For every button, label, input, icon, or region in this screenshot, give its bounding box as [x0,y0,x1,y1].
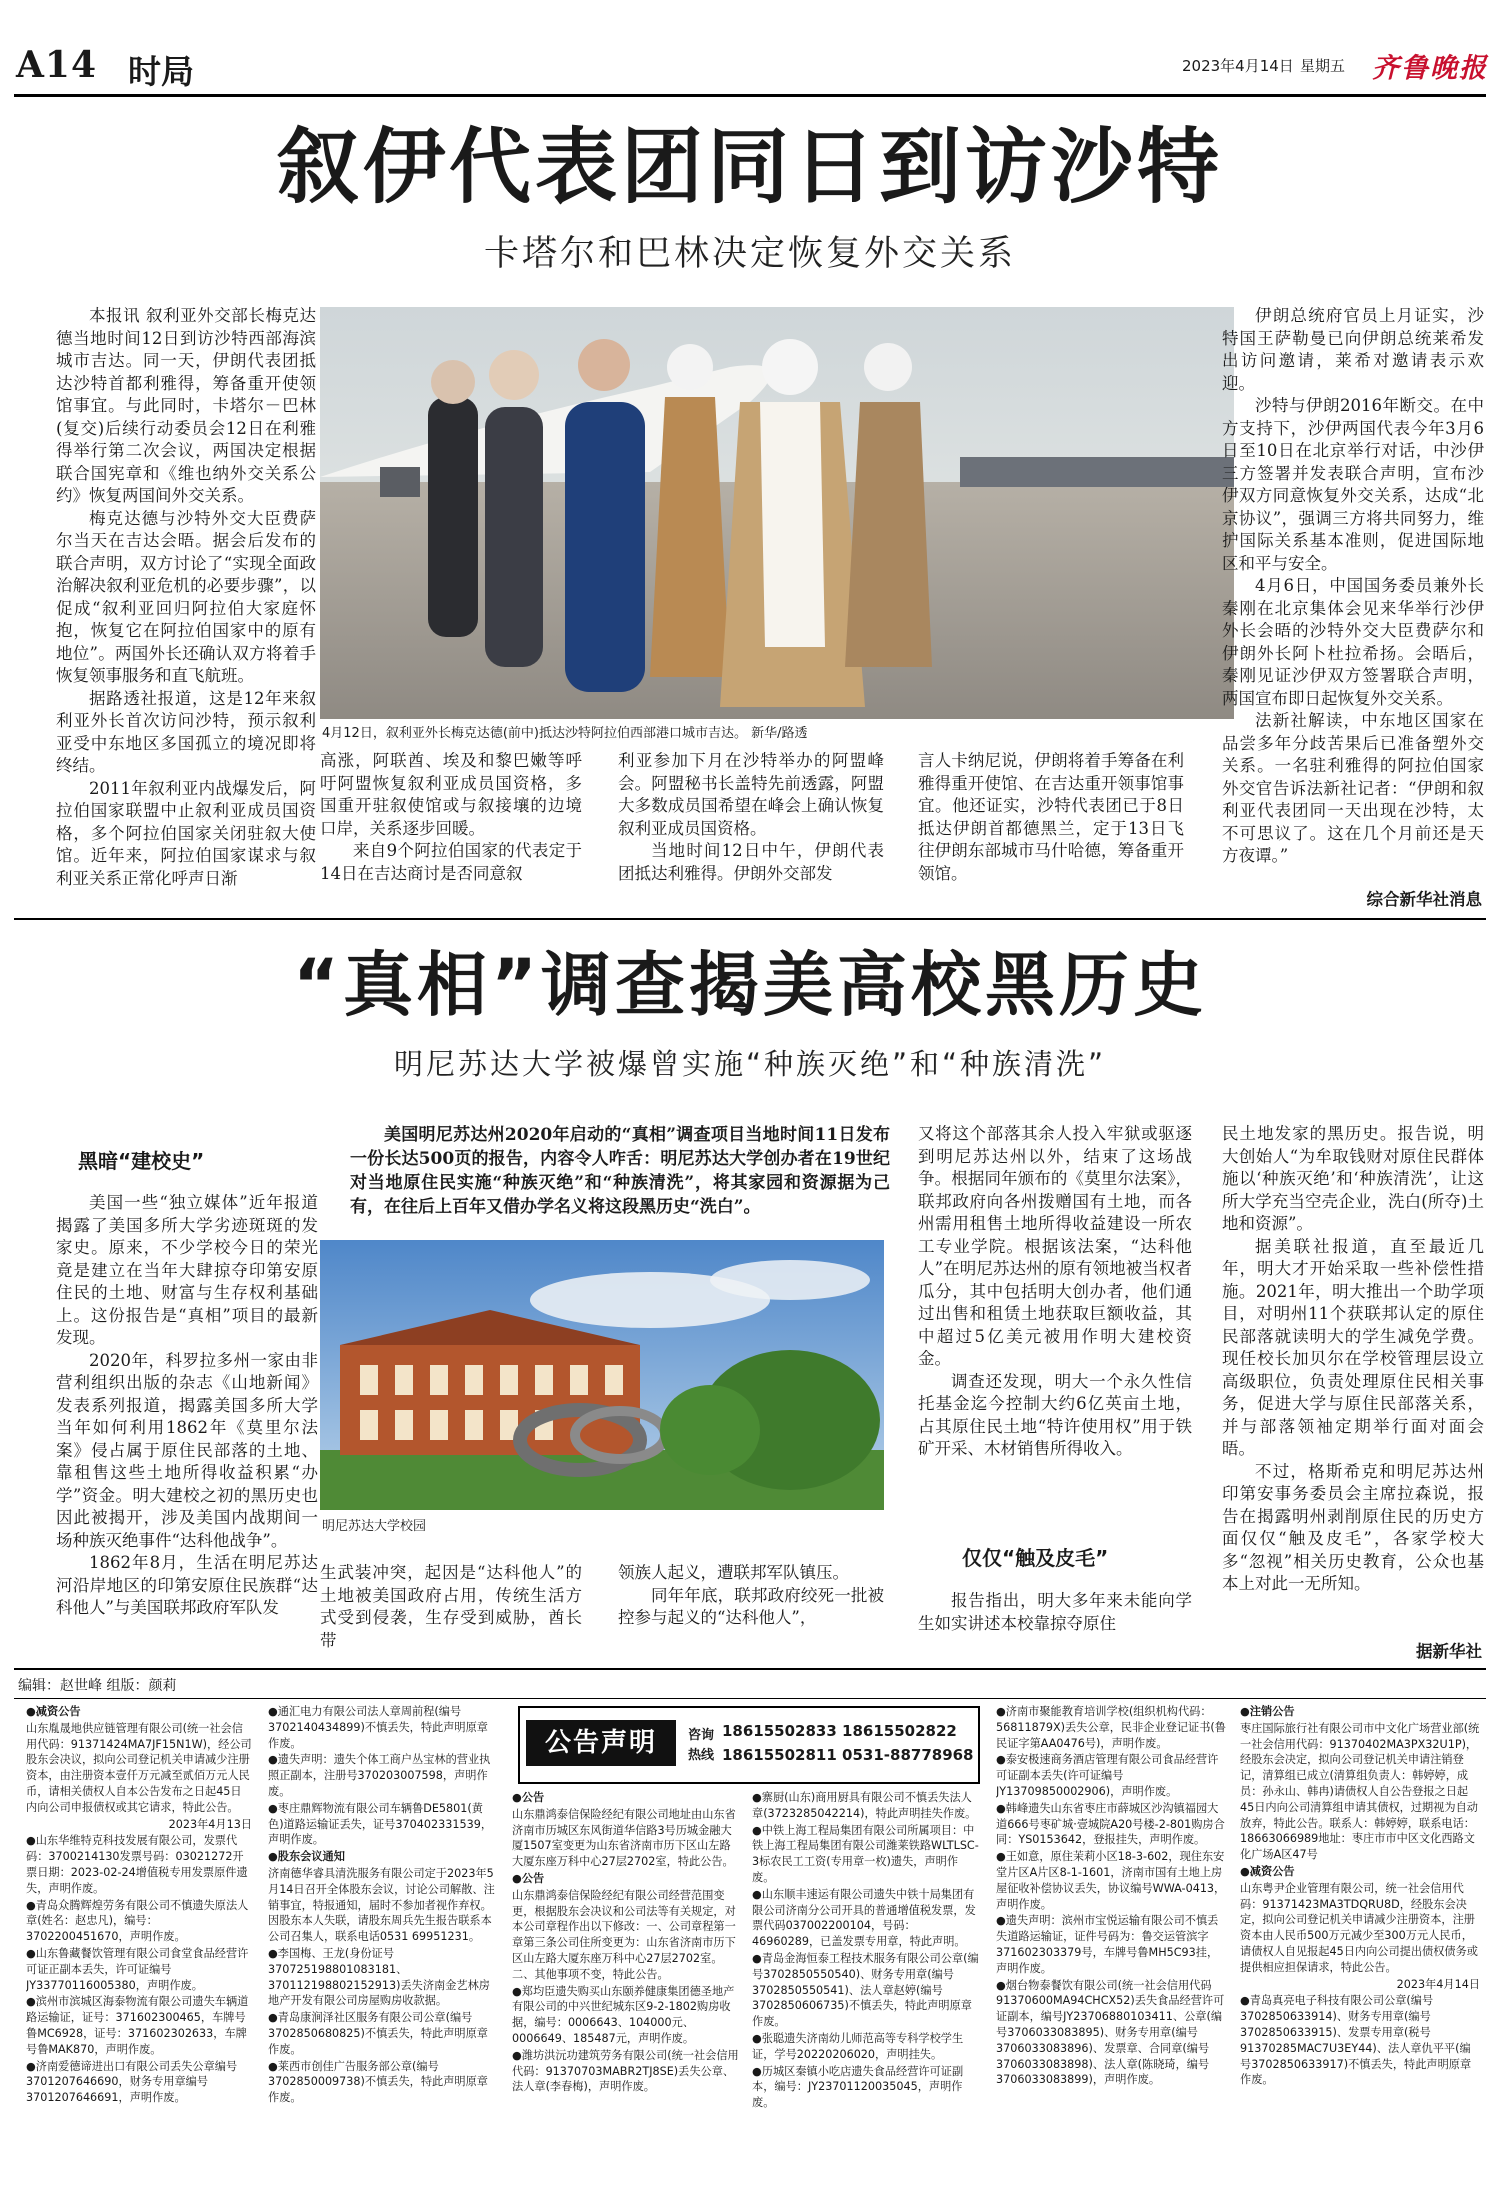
issue-date: 2023年4月14日 [1182,57,1294,75]
photo-campus-image [320,1240,884,1510]
subhead-2: 明尼苏达大学被爆曾实施“种族灭绝”和“种族清洗” [393,1047,1107,1081]
section-name: 时局 [128,52,194,91]
ads-col4: ●寨厨(山东)商用厨具有限公司不慎丢失法人章(3723285042214)，特此声明挂失作废。 ●中铁上海工程局集团有限公司所属项目：中铁上海工程局集团有限公司潍莱铁路WLTLSC-3标农民工工资(专用章一枚)遗失，声明作废。 ●山东顺丰速运有限公司遗失中铁十局集团有限公司济南分公司开具的普通增值税发票，发票代码037002200104，号码：46960289，已盖发票专用章，特此声明。 ●青岛金海恒泰工程技术服务有限公司公章(编号3702850550540)、财务专用章(编号3702850550541)、法人章赵婷(编号3702850606735)不慎丢失，特此声明原章作废。 ●张聪遗失济南幼儿师范高等专科学校学生证，学号20220206020，声明挂失。 ●历城区秦镇小吃店遗失食品经营许可证副本，编号：JY23701120035045，声明作废。 [752,1791,979,2110]
section-head-2: 仅仅“触及皮毛” [962,1546,1109,1570]
notice-box [518,1706,980,1784]
story2-lead: 美国明尼苏达州2020年启动的“真相”调查项目当地时间11日发布一份长达500页的报告，内容令人咋舌：明尼苏达大学创办者在19世纪对当地原住民实施“种族灭绝”和“种族清洗”，将其家园和资源据为己有，在往后上百年又借办学名义将这段黑历史“洗白”。 [350,1125,890,1217]
notice-label1: 咨询 [688,1728,715,1743]
notice-label2: 热线 [688,1748,715,1763]
ads-col1: ●减资公告 山东胤晟地供应链管理有限公司(统一社会信用代码：91371424MA7JF15N1W)，经公司股东会决议，拟向公司登记机关申请减少注册资本，由注册资本壹仟万元减至贰佰万元人民币，请相关债权人自本公告发布之日起45日内向公司申报债权或其它请求，特此公告。 2023年4月13日 ●山东华维特克科技发展有限公司，发票代码：3700214130发票号码：03021272开票日期：2023-02-24增值税专用发票原件遗失，声明作废。 ●青岛众腾辉煌劳务有限公司不慎遗失原法人章(姓名：赵忠凡)，编号：3702200451670，声明作废。 ●山东鲁藏餐饮管理有限公司食堂食品经营许可证正副本丢失，许可证编号JY33770116005380，声明作废。 ●滨州市滨城区海泰物流有限公司遗失车辆道路运输证，证号：371602300465，车牌号鲁MC6928，证号：371602302633，车牌号鲁MAK870，声明作废。 ●济南爱德谛进出口有限公司丢失公章编号3701207646690，财务专用章编号3701207646691，声明作废。 [26,1705,252,2105]
ads-col2: ●通汇电力有限公司法人章周前程(编号3702140434899)不慎丢失，特此声明原章作废。 ●遗失声明：遗失个体工商户丛宝林的营业执照正副本，注册号370203007598，声明作废。 ●枣庄鼎辉物流有限公司车辆鲁DE5801(黄色)道路运输证丢失，证号370402331539，声明作废。 ●股东会议通知 济南德华睿具清洗服务有限公司定于2023年5月14日召开全体股东会议，讨论公司解散、注销事宜，特报通知，届时不参加者视作弃权。因股东本人失联，请股东周兵先生报告联系本公司召集人，联系电话0531 69951231。 ●李国梅、王龙(身份证号370725198801083181、370112198802152913)丢失济南金艺林房地产开发有限公司房屋购房收款据。 ●青岛康涧泽社区服务有限公司公章(编号3702850680825)不慎丢失，特此声明原章作废。 ●莱西市创佳广告服务部公章(编号3702850009738)不慎丢失，特此声明原章作废。 [268,1705,495,2105]
notice-title: 公告声明 [526,1720,676,1766]
story1-col5: 伊朗总统府官员上月证实，沙特国王萨勒曼已向伊朗总统莱希发出访问邀请，莱希对邀请表示欢迎。 沙特与伊朗2016年断交。在中方支持下，沙伊两国代表今年3月6日至10日在北京举行对话，中沙伊三方签署并发表联合声明，宣布沙伊双方同意恢复外交关系，达成“北京协议”，强调三方将共同努力，维护国际关系基本准则，促进国际地区和平与安全。 4月6日，中国国务委员兼外长秦刚在北京集体会见来华举行沙伊外长会晤的沙特外交大臣费萨尔和伊朗外长阿卜杜拉希扬。会晤后，秦刚见证沙伊双方签署联合声明，两国宣布即日起恢复外交关系。 法新社解读，中东地区国家在品尝多年分歧苦果后已准备塑外交关系。一名驻利雅得的阿拉伯国家外交官告诉法新社记者：“伊朗和叙利亚代表团同一天出现在沙特，太不可思议了。这在几个月前还是天方夜谭。” [1222,306,1484,865]
ads-col3: ●公告 山东鼎鸿泰信保险经纪有限公司地址由山东省济南市历城区东风街道华信路3号历城金融大厦1507室变更为山东省济南市历下区山左路大厦东座万科中心27层2702室，特此公告。 ●公告 山东鼎鸿泰信保险经纪有限公司经营范围变更，根据股东会决议和公司法等有关规定，对本公司章程作出以下修改：一、公司章程第一章第三条公司住所变更为：山东省济南市历下区山左路大厦东座万科中心27层2702室。二、其他事项不变，特此公告。 ●郑均臣遗失购买山东颐养健康集团德圣地产有限公司的中兴世纪城东区9-2-1802购房收据，编号：0006643、104000元、0006649、185487元，声明作废。 ●潍坊洪沅功建筑劳务有限公司(统一社会信用代码：91370703MABR2TJ8SE)丢失公章、法人章(李春梅)，声明作废。 [512,1791,739,2094]
ads-col6: ●注销公告 枣庄国际旅行社有限公司市中文化广场营业部(统一社会信用代码：91370402MA3PX32U1P)，经股东会决定，拟向公司登记机关申请注销登记，清算组已成立(清算组负责人：韩婷婷，成员：孙永山、韩冉)请债权人自公告登报之日起45日内向公司清算组申请其债权，过期视为自动放弃，特此公告。联系人：韩婷婷，联系电话：18663066989地址：枣庄市市中区文化西路文化广场A区47号 ●减资公告 山东粤尹企业管理有限公司，统一社会信用代码：91371423MA3TDQRU8D，经股东会决定，拟向公司登记机关申请减少注册资本，注册资本由人民币500万元减少至300万元人民币，请债权人自见报起45日内向公司提出债权债务或提供相应担保请求，特此公告。 2023年4月14日 ●青岛真亮电子科技有限公司公章(编号3702850633914)、财务专用章(编号3702850633915)、发票专用章(税号91370285MAC7U3EY44)、法人章仇平平(编号3702850633917)不慎丢失，特此声明原章作废。 [1240,1705,1480,2087]
story2-col5: 民土地发家的黑历史。报告说，明大创始人“为牟取钱财对原住民群体施以‘种族灭绝’和‘种族清洗’，让这所大学充当空壳企业，洗白(所夺)土地和资源”。 据美联社报道，直至最近几年，明大才开始采取一些补偿性措施。2021年，明大推出一个助学项目，对明州11个获联邦认定的原住民部落就读明大的学生减免学费。现任校长加贝尔在学校管理层设立高级职位，负责处理原住民相关事务，促进大学与原住民部落关系，并与部落领袖定期举行面对面会晤。 不过，格斯希克和明尼苏达州印第安事务委员会主席拉森说，报告在揭露明州剥削原住民的历史方面仅仅“触及皮毛”，各家学校大多“忽视”相关历史教育，公众也基本上对此一无所知。 [1222,1124,1484,1593]
editors-rule [14,1668,1486,1670]
page-number: A14 [16,44,98,86]
photo-jeddah-caption: 4月12日，叙利亚外长梅克达德(前中)抵达沙特阿拉伯西部港口城市吉达。 新华/路透 [322,726,808,741]
story1-col1: 本报讯 叙利亚外交部长梅克达德当地时间12日到访沙特西部海滨城市吉达。同一天，伊朗代表团抵达沙特首都利雅得，筹备重开使领馆事宜。与此同时，卡塔尔－巴林(复交)后续行动委员会12日在利雅得举行第二次会议，两国决定根据联合国宪章和《维也纳外交关系公约》恢复两国间外交关系。 梅克达德与沙特外交大臣费萨尔当天在吉达会晤。据会后发布的联合声明，双方讨论了“实现全面政治解决叙利亚危机的必要步骤”，以促成“叙利亚回归阿拉伯大家庭怀抱，恢复它在阿拉伯国家中的原有地位”。两国外长还确认双方将着手恢复领事服务和直飞航班。 据路透社报道，这是12年来叙利亚外长首次访问沙特，预示叙利亚受中东地区多国孤立的境况即将终结。 2011年叙利亚内战爆发后，阿拉伯国家联盟中止叙利亚成员国资格，多个阿拉伯国家关闭驻叙大使馆。近年来，阿拉伯国家谋求与叙利亚关系正常化呼声日渐 [56,306,316,888]
ads-rule [14,1698,1486,1699]
story2-col2: 生武装冲突，起因是“达科他人”的土地被美国政府占用，传统生活方式受到侵袭，生存受到威胁，酋长带 [320,1563,582,1650]
story1-col3: 利亚参加下月在沙特举办的阿盟峰会。阿盟秘书长盖特先前透露，阿盟大多数成员国希望在峰会上确认恢复叙利亚成员国资格。 当地时间12日中午，伊朗代表团抵达利雅得。伊朗外交部发 [618,751,884,883]
story1-col2: 高涨，阿联酋、埃及和黎巴嫩等呼吁阿盟恢复叙利亚成员国资格，多国重开驻叙使馆或与叙接壤的边境口岸，关系逐步回暖。 来自9个阿拉伯国家的代表定于14日在吉达商讨是否同意叙 [320,751,582,883]
photo-jeddah [320,307,1234,719]
ads-col5: ●济南市聚能教育培训学校(组织机构代码：56811879X)丢失公章，民非企业登记证书(鲁民证字第AA0476号)，声明作废。 ●泰安极速商务酒店管理有限公司食品经营许可证副本丢失(许可证编号JY13709850002906)，声明作废。 ●韩峰遗失山东省枣庄市薛城区沙沟镇福园大道666号枣矿城·壹城院A20号楼-2-801购房合同：YS0153642，登报挂失，声明作废。 ●王如意，原住茉莉小区18-3-602，现住东安堂片区A片区8-1-1601，济南市国有土地上房屋征收补偿协议丢失，协议编号WWA-0413，声明作废。 ●遗失声明：滨州市宝悦运输有限公司不慎丢失道路运输证，证件号码为：鲁交运管滨字371602303379号，车牌号鲁MH5C93挂，声明作废。 ●烟台物泰餐饮有限公司(统一社会信用代码91370600MA94CHCX52)丢失食品经营许可证副本，编号JY23706880103411、公章(编号3706033083895)、财务专用章(编号3706033083896)、发票章、合同章(编号3706033083898)、法人章(陈晓琦，编号3706033083899)，声明作废。 [996,1705,1226,2087]
story1-byline: 综合新华社消息 [1366,890,1482,909]
editors-line: 编辑：赵世峰 组版：颜莉 [18,1678,177,1694]
notice-phone-1: 18615502833 18615502822 [722,1722,957,1740]
headline-1: 叙伊代表团同日到访沙特 [276,120,1223,215]
photo-jeddah-image [320,307,1234,719]
paper-logo: 齐鲁晚报 [1372,53,1488,84]
headline-2: “真相”调查揭美高校黑历史 [292,944,1207,1026]
story1-col4: 言人卡纳尼说，伊朗将着手筹备在利雅得重开使馆、在吉达重开领事馆事宜。他还证实，沙特代表团已于8日抵达伊朗首都德黑兰，定于13日飞往伊朗东部城市马什哈德，筹备重开领馆。 [918,751,1184,883]
story2-col1: 美国一些“独立媒体”近年报道揭露了美国多所大学劣迹斑斑的发家史。原来，不少学校今日的荣光竟是建立在当年大肆掠夺印第安原住民的土地、财富与生存权利基础上。这份报告是“真相”项目的最新发现。 2020年，科罗拉多州一家由非营利组织出版的杂志《山地新闻》发表系列报道，揭露美国多所大学当年如何利用1862年《莫里尔法案》侵占属于原住民部落的土地、靠租售这些土地所得收益积累“办学”资金。明大建校之初的黑历史也因此被揭开，涉及美国内战期间一场种族灭绝事件“达科他战争”。 1862年8月，生活在明尼苏达河沿岸地区的印第安原住民族群“达科他人”与美国联邦政府军队发 [56,1193,318,1617]
subhead-1: 卡塔尔和巴林决定恢复外交关系 [483,234,1016,274]
story-divider [14,918,1486,920]
story2-col4: 又将这个部落其余人投入牢狱或驱逐到明尼苏达州以外，结束了这场战争。根据同年颁布的《莫里尔法案》，联邦政府向各州拨赠国有土地，而各州需用租售土地所得收益建设一所农工专业学院。根据该法案，“达科他人”在明尼苏达州的原有领地被当权者瓜分，其中包括明大创办者，他们通过出售和租赁土地获取巨额收益，其中超过5亿美元被用作明大建校资金。 调查还发现，明大一个永久性信托基金迄今控制大约6亿英亩土地，占其原住民土地“特许使用权”用于铁矿开采、木材销售所得收入。 [918,1124,1192,1458]
header-rule [14,94,1486,97]
photo-campus-caption: 明尼苏达大学校园 [322,1519,427,1534]
photo-campus [320,1240,884,1510]
notice-phone-2: 18615502811 0531-88778968 [722,1746,974,1764]
story2-col3: 领族人起义，遭联邦军队镇压。 同年年底，联邦政府绞死一批被控参与起义的“达科他人”， [618,1563,884,1627]
section-head-1: 黑暗“建校史” [78,1149,205,1173]
weekday: 星期五 [1300,57,1346,75]
story2-byline: 据新华社 [1416,1642,1482,1661]
story2-col4b: 报告指出，明大多年来未能向学生如实讲述本校靠掠夺原住 [918,1591,1192,1633]
